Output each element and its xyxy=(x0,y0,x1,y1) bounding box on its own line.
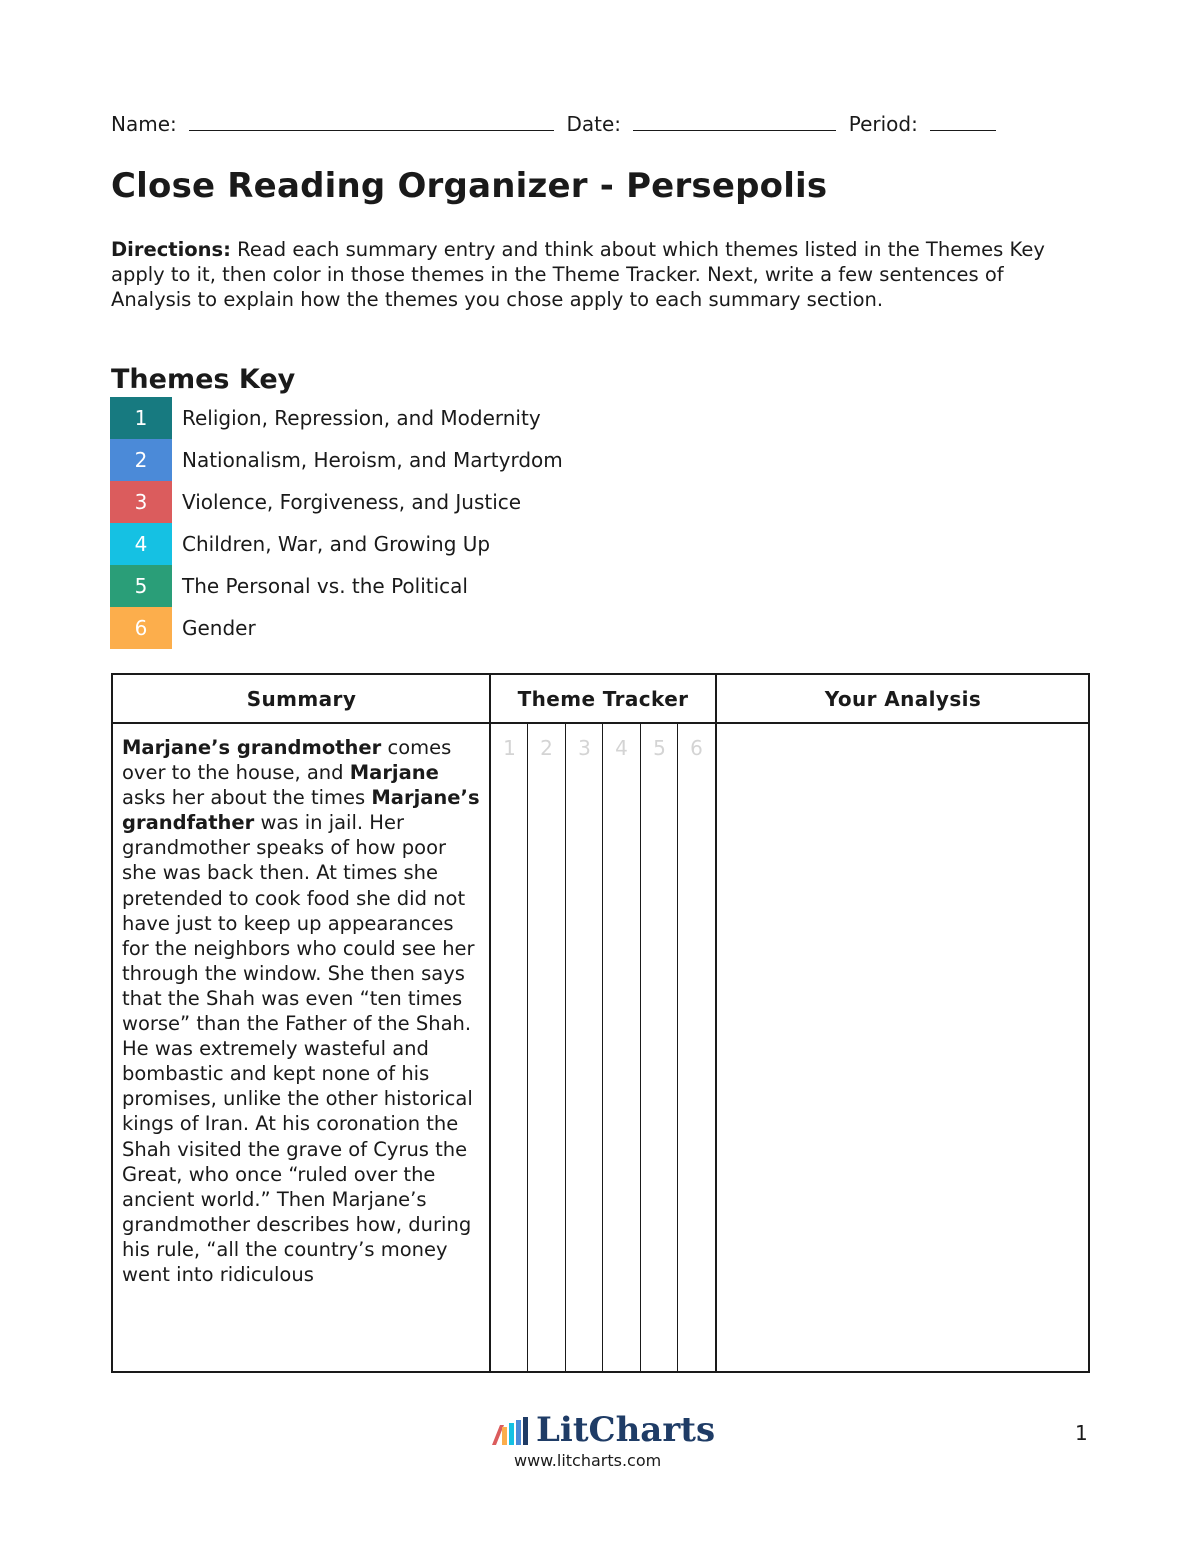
theme-number-swatch: 5 xyxy=(110,565,172,607)
analysis-header: Your Analysis xyxy=(824,686,982,711)
page-title: Close Reading Organizer - Persepolis xyxy=(111,166,828,206)
themes-key-list xyxy=(110,397,563,649)
period-label: Period: xyxy=(848,112,918,136)
theme-number-swatch: 4 xyxy=(110,523,172,565)
tracker-divider xyxy=(677,722,678,1371)
theme-key-item xyxy=(110,397,563,439)
tracker-cell-6[interactable]: 6 xyxy=(690,736,703,760)
theme-key-item xyxy=(110,439,563,481)
theme-label: The Personal vs. the Political xyxy=(182,574,468,598)
directions xyxy=(111,237,1081,313)
tracker-cell-5[interactable]: 5 xyxy=(653,736,666,760)
tracker-cell-3[interactable]: 3 xyxy=(578,736,591,760)
period-field[interactable] xyxy=(930,112,996,131)
logo-wordmark: LitCharts xyxy=(536,1410,716,1450)
page-number: 1 xyxy=(1075,1421,1088,1445)
themes-key-title: Themes Key xyxy=(111,364,296,395)
theme-tracker-header: Theme Tracker xyxy=(517,686,689,711)
theme-key-item xyxy=(110,481,563,523)
theme-key-item xyxy=(110,565,563,607)
theme-label: Nationalism, Heroism, and Martyrdom xyxy=(182,448,563,472)
summary-text-part: asks her about the times xyxy=(122,786,372,810)
summary-header: Summary xyxy=(246,686,357,711)
logo-bars-icon xyxy=(490,1417,530,1447)
name-label: Name: xyxy=(111,112,177,136)
tracker-divider xyxy=(565,722,566,1371)
summary-entry xyxy=(122,735,484,1287)
theme-number-swatch: 1 xyxy=(110,397,172,439)
tracker-divider xyxy=(527,722,528,1371)
analysis-cell[interactable] xyxy=(717,724,1088,1371)
theme-label: Children, War, and Growing Up xyxy=(182,532,491,556)
summary-bold-name: Marjane’s grandfather xyxy=(122,786,480,835)
theme-label: Religion, Repression, and Modernity xyxy=(182,406,541,430)
tracker-cell-2[interactable]: 2 xyxy=(540,736,553,760)
summary-bold-name: Marjane xyxy=(349,761,439,785)
date-label: Date: xyxy=(566,112,622,136)
website-url[interactable]: www.litcharts.com xyxy=(514,1451,662,1470)
tracker-divider xyxy=(602,722,603,1371)
litcharts-logo xyxy=(490,1410,716,1476)
directions-text: Read each summary entry and think about which themes listed in the Themes Key apply to it, then color in those themes in the Theme Tracker. Next, write a few sentences of Analysis to explain how the themes you chose apply to each summary section. xyxy=(111,238,1045,312)
theme-key-item xyxy=(110,523,563,565)
theme-number-swatch: 2 xyxy=(110,439,172,481)
tracker-divider xyxy=(640,722,641,1371)
theme-number-swatch: 6 xyxy=(110,607,172,649)
summary-bold-name: Marjane’s grandmother xyxy=(122,736,382,759)
theme-key-item xyxy=(110,607,563,649)
theme-label: Violence, Forgiveness, and Justice xyxy=(182,490,522,514)
tracker-cell-1[interactable]: 1 xyxy=(503,736,516,760)
theme-label: Gender xyxy=(182,616,256,640)
organizer-table xyxy=(111,673,1090,1373)
date-field[interactable] xyxy=(633,112,836,131)
name-field[interactable] xyxy=(189,112,554,131)
tracker-cell-4[interactable]: 4 xyxy=(615,736,628,760)
theme-number-swatch: 3 xyxy=(110,481,172,523)
student-info-line xyxy=(111,112,996,136)
directions-label: Directions: xyxy=(111,238,231,261)
summary-text-part: comes over to the house, and xyxy=(122,736,452,785)
summary-text-part: was in jail. Her grandmother speaks of how poor she was back then. At times she pretended to cook food she did not have just to keep up appearances for the neighbors who could see her through the window. She then says that the Shah was even “ten times worse” than the Father of the Shah. He was extremely wasteful and bombastic and kept none of his promises, unlike the other historical kings of Iran. At his coronation the Shah visited the grave of Cyrus the Great, who once “ruled over the ancient world.” Then Marjane’s grandmother describes how, during his rule, “all the country’s money went into ridiculous xyxy=(122,811,475,1286)
column-divider xyxy=(489,675,491,1371)
